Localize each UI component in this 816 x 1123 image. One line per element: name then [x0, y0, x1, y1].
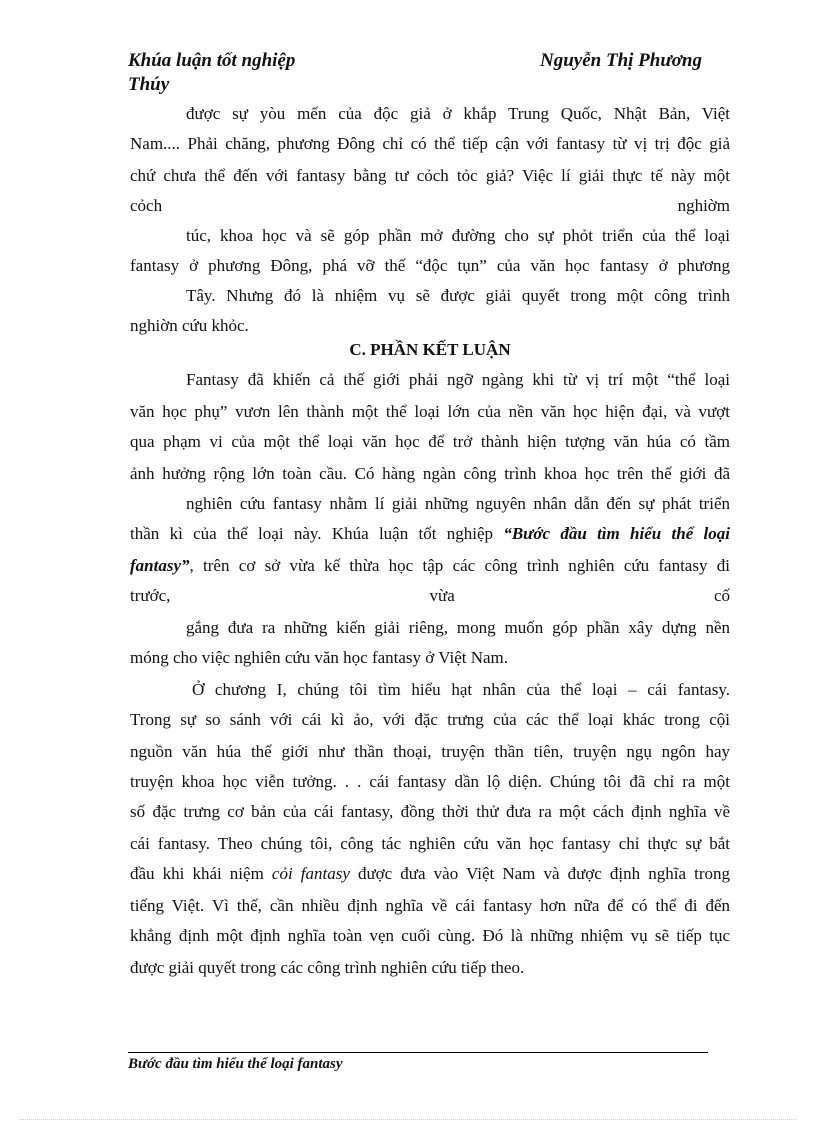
- body-line: fantasy ở phương Đông, phá vỡ thế “độc tụn” của văn học fantasy ở phương: [130, 256, 730, 275]
- body-line: được sự yòu mến của độc giả ở khắp Trung Quốc, Nhật Bản, Việt: [186, 104, 730, 123]
- body-line: nghiờn cứu khỏc.: [130, 316, 249, 335]
- body-line: qua phạm vi của một thể loại văn học để trở thành hiện tượng văn húa có tầm: [130, 432, 730, 451]
- body-text: thần kì của thể loại này. Khúa luận tốt nghiệp: [130, 524, 494, 543]
- body-line: móng cho việc nghiên cứu văn học fantasy ở Việt Nam.: [130, 648, 509, 667]
- body-line: ảnh hưởng rộng lớn toàn cầu. Có hàng ngàn công trình khoa học trên thế giới đã: [130, 464, 730, 483]
- body-line: tiếng Việt. Vì thế, cần nhiều định nghĩa về cái fantasy hơn nữa để có thể đi đến: [130, 896, 730, 915]
- header-title: Khúa luận tốt nghiệp: [128, 50, 296, 71]
- body-line: cái fantasy. Theo chúng tôi, công tác nghiên cứu văn học fantasy chỉ thực sự bắt: [130, 834, 730, 853]
- body-line: khẳng định một định nghĩa toàn vẹn cuối cùng. Đó là những nhiệm vụ sẽ tiếp tục: [130, 926, 730, 945]
- body-line: Trong sự so sánh với cái kì ảo, với đặc trưng của các thể loại khác trong cội: [130, 710, 730, 729]
- footer-text: Bước đầu tìm hiểu thể loại fantasy: [128, 1056, 343, 1072]
- body-line: [130, 524, 730, 544]
- body-word: cố: [713, 586, 730, 605]
- body-text: đầu khi khái niệm: [130, 864, 264, 883]
- page-edge: [20, 1119, 796, 1120]
- body-line: [130, 864, 730, 884]
- body-line: Ở chương I, chúng tôi tìm hiểu hạt nhân của thể loại – cái fantasy.: [192, 680, 730, 699]
- body-text: , trên cơ sở vừa kế thừa học tập các công trình nghiên cứu fantasy đi: [189, 556, 730, 575]
- body-line: truyện khoa học viễn tưởng. . . cái fantasy dần lộ diện. Chúng tôi đã chỉ ra một: [130, 772, 730, 791]
- body-line: Fantasy đã khiến cả thế giới phải ngỡ ngàng khi từ vị trí một “thể loại: [186, 370, 730, 389]
- body-line: [130, 556, 730, 576]
- thesis-title: “Bước đầu tìm hiểu thể loại: [503, 524, 730, 543]
- italic-term: cỏi fantasy: [271, 864, 350, 883]
- body-text: được đưa vào Việt Nam và được định nghĩa trong: [357, 864, 730, 883]
- body-line: số đặc trưng cơ bản của cái fantasy, đồng thời thử đưa ra một cách định nghĩa về: [130, 802, 730, 821]
- body-line: gắng đưa ra những kiến giải riêng, mong muốn góp phần xây dựng nền: [186, 618, 730, 637]
- thesis-title-end: fantasy”: [130, 556, 190, 575]
- body-line: được giải quyết trong các công trình nghiên cứu tiếp theo.: [130, 958, 525, 977]
- body-line: văn học phụ” vươn lên thành một thể loại lớn của nền văn học hiện đại, và vượt: [130, 402, 730, 421]
- body-line: Nam.... Phải chăng, phương Đông chỉ có thể tiếp cận với fantasy từ vị trị độc giả: [130, 134, 730, 153]
- header-author: Nguyễn Thị Phương: [540, 50, 702, 71]
- section-heading: C. PHẦN KẾT LUẬN: [349, 340, 511, 359]
- body-word: vừa: [429, 586, 455, 605]
- body-line: chứ chưa thể đến với fantasy bằng tư cỏch tỏc giả? Việc lí giải thực tế này một: [130, 166, 730, 185]
- body-word: trước,: [130, 586, 171, 605]
- body-word: nghiờm: [677, 196, 730, 215]
- body-line: túc, khoa học và sẽ góp phần mở đường cho sự phỏt triển của thể loại: [186, 226, 730, 245]
- body-line: nghiên cứu fantasy nhằm lí giải những nguyên nhân dẫn đến sự phát triển: [186, 494, 730, 513]
- body-line: nguồn văn húa thế giới như thần thoại, truyện thần tiên, truyện ngụ ngôn hay: [130, 742, 730, 761]
- body-line: Tây. Nhưng đó là nhiệm vụ sẽ được giải quyết trong một công trình: [186, 286, 730, 305]
- footer-rule: [128, 1052, 708, 1053]
- body-line: [130, 586, 730, 606]
- body-word: cỏch: [130, 196, 163, 215]
- body-line: [130, 196, 730, 216]
- header-title-continuation: Thúy: [128, 74, 170, 95]
